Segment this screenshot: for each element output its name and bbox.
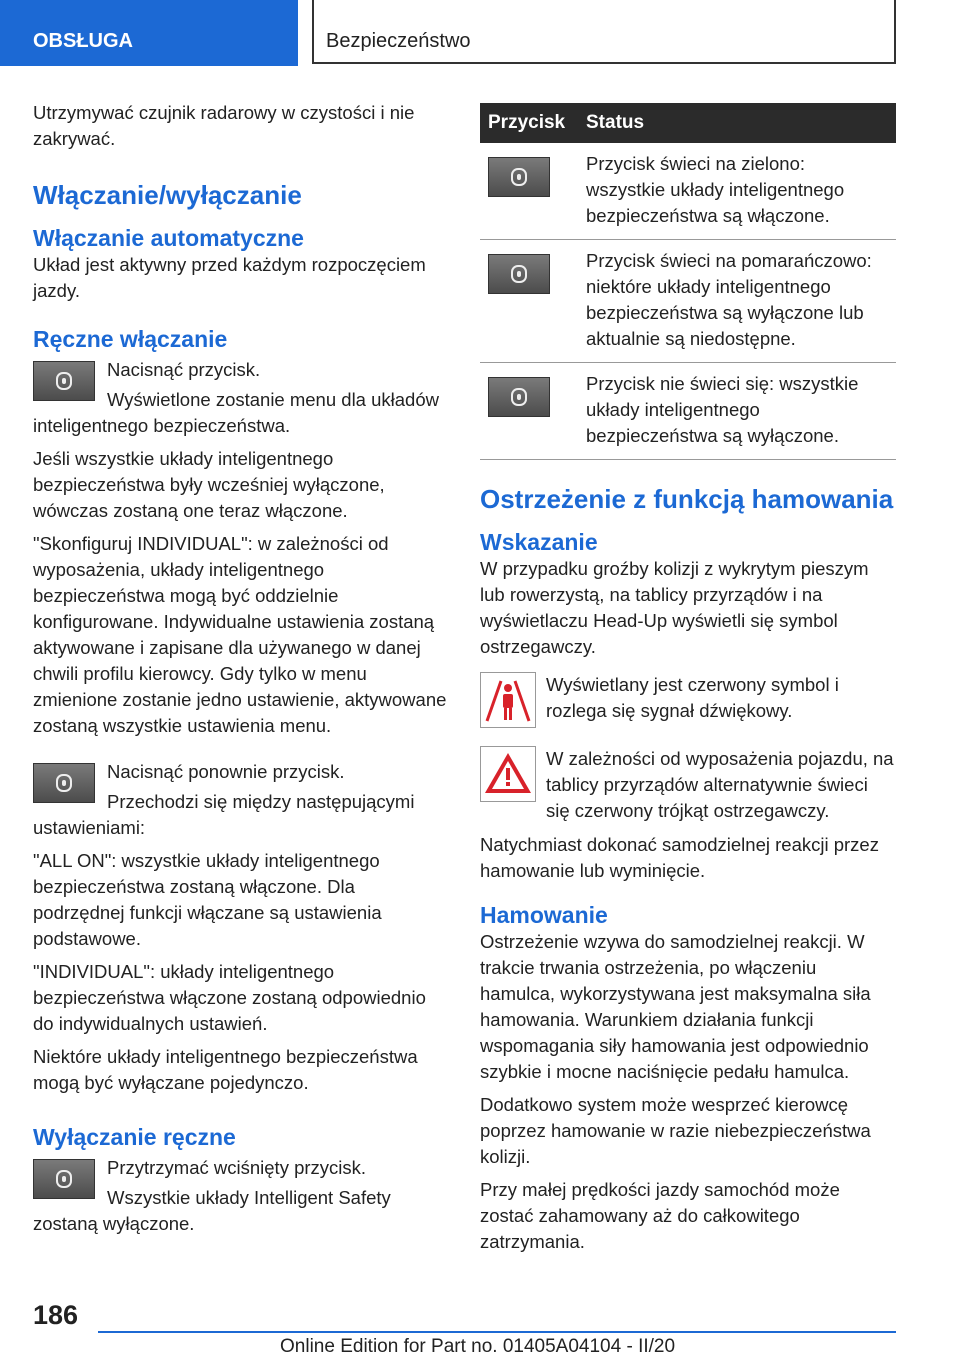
react-text: Natychmiast dokonać samodzielnej reakcji przez hamowanie lub wyminięcie.	[480, 834, 879, 881]
table-row	[480, 143, 896, 240]
heading-warning: Ostrzeżenie z funkcją hamowania	[480, 484, 894, 514]
warning2-text: W zależności od wyposażenia pojazdu, na tablicy przyrządów alternatywnie świeci się czerwony trójkąt ostrzegawczy.	[546, 748, 894, 821]
step2-text: Nacisnąć ponownie przycisk.	[107, 761, 345, 782]
col-header-status: Status	[578, 103, 896, 143]
allon-text: "ALL ON": wszystkie układy inteligentnego bezpieczeństwa zostaną włączone. Dla podrzędnej funkcji włączane są ustawienia podstawowe.	[33, 850, 382, 949]
step1-text: Nacisnąć przycisk.	[107, 359, 261, 380]
heading-manual-on: Ręczne włączanie	[33, 326, 228, 352]
auto-text: Układ jest aktywny przed każdym rozpoczęciem jazdy.	[33, 254, 426, 301]
if-text: Jeśli wszystkie układy inteligentnego bezpieczeństwa były wcześniej wyłączone, wówczas zostaną one teraz włączone.	[33, 448, 385, 521]
header-underline	[312, 62, 896, 64]
heading-onoff: Włączanie/wyłączanie	[33, 180, 302, 210]
brake-text-1: Ostrzeżenie wzywa do samodzielnej reakcji. W trakcie trwania ostrzeżenia, po włączeniu hamulca, wykorzystywana jest maksymalna siła hamowania. Warunkiem działania funkcji wspomagania siły hamowania jest odpowiednio szybkie i mocne naciśnięcie pedału hamulca.	[480, 931, 871, 1082]
footer-edition: Online Edition for Part no. 01405A04104 - II/20	[280, 1336, 676, 1357]
brake-text-3: Przy małej prędkości jazdy samochód może zostać zahamowany aż do całkowitego zatrzymania.	[480, 1179, 840, 1252]
heading-braking: Hamowanie	[480, 902, 608, 928]
indication-text: W przypadku groźby kolizji z wykrytym pieszym lub rowerzystą, na tablicy przyrządów i na wyświetlaczu Head-Up wyświetli się symbol ostrzegawczy.	[480, 558, 869, 657]
button-step-2	[33, 759, 448, 807]
status-cell: Przycisk świeci na zielono: wszystkie układy inteligentnego bezpieczeństwa są włączone.	[578, 143, 896, 240]
button-step-3	[33, 1155, 448, 1203]
header-divider-right	[894, 0, 896, 64]
page-number: 186	[33, 1300, 79, 1330]
status-cell: Przycisk nie świeci się: wszystkie układy inteligentnego bezpieczeństwa są wyłączone.	[578, 363, 896, 460]
pedestrian-warning-icon	[480, 672, 536, 728]
intelligent-safety-button-icon	[488, 254, 550, 294]
section-tab: OBSŁUGA	[0, 0, 298, 66]
table-row	[480, 240, 896, 363]
warning-triangle-icon	[480, 746, 536, 802]
page-title: Bezpieczeństwo	[326, 30, 471, 52]
heading-manual-off: Wyłączanie ręczne	[33, 1124, 236, 1150]
intelligent-safety-button-icon	[33, 1159, 95, 1199]
intelligent-safety-button-icon	[488, 377, 550, 417]
right-column	[480, 103, 896, 1262]
table-header	[480, 103, 896, 143]
heading-indication: Wskazanie	[480, 529, 598, 555]
individual-text: "INDIVIDUAL": układy inteligentnego bezpieczeństwa włączone zostaną odpowiednio do indywidualnych ustawień.	[33, 961, 426, 1034]
intelligent-safety-button-icon	[33, 361, 95, 401]
intro-text: Utrzymywać czujnik radarowy w czystości i nie zakrywać.	[33, 102, 415, 149]
status-cell: Przycisk świeci na pomarańczowo: niektóre układy inteligentnego bezpieczeństwa są wyłączone lub aktualnie są niedostępne.	[578, 240, 896, 363]
header-divider	[312, 0, 314, 64]
some-text: Niektóre układy inteligentnego bezpieczeństwa mogą być wyłączane pojedynczo.	[33, 1046, 418, 1093]
step3-text: Przytrzymać wciśnięty przycisk.	[107, 1157, 367, 1178]
brake-text-2: Dodatkowo system może wesprzeć kierowcę poprzez hamowanie w razie niebezpieczeństwa kolizji.	[480, 1094, 871, 1167]
menu-text: Wyświetlone zostanie menu dla układów inteligentnego bezpieczeństwa.	[33, 389, 439, 436]
config-text: "Skonfiguruj INDIVIDUAL": w zależności od wyposażenia, układy inteligentnego bezpieczeństwa mogą być oddzielnie konfigurowane. Indywidualne ustawienia zostaną aktywowane i zapisane dla używanego w danej chwili profilu kierowcy. Gdy tylko w menu zmienione zostanie jedno ustawienie, aktywowane zostaną wszystkie ustawienia menu.	[33, 533, 447, 736]
warning1-text: Wyświetlany jest czerwony symbol i rozlega się sygnał dźwiękowy.	[546, 674, 839, 721]
warning-pedestrian-row	[480, 672, 896, 734]
col-header-button: Przycisk	[480, 103, 578, 143]
button-step-1	[33, 357, 448, 405]
heading-auto: Włączanie automatyczne	[33, 225, 304, 251]
warning-triangle-row	[480, 746, 896, 824]
left-column	[33, 100, 448, 1244]
table-row	[480, 363, 896, 460]
status-table	[480, 103, 896, 460]
intelligent-safety-button-icon	[488, 157, 550, 197]
footer-line	[98, 1331, 896, 1333]
intelligent-safety-button-icon	[33, 763, 95, 803]
switch-text: Przechodzi się między następującymi ustawieniami:	[33, 791, 415, 838]
off-all-text: Wszystkie układy Intelligent Safety zostaną wyłączone.	[33, 1187, 391, 1234]
